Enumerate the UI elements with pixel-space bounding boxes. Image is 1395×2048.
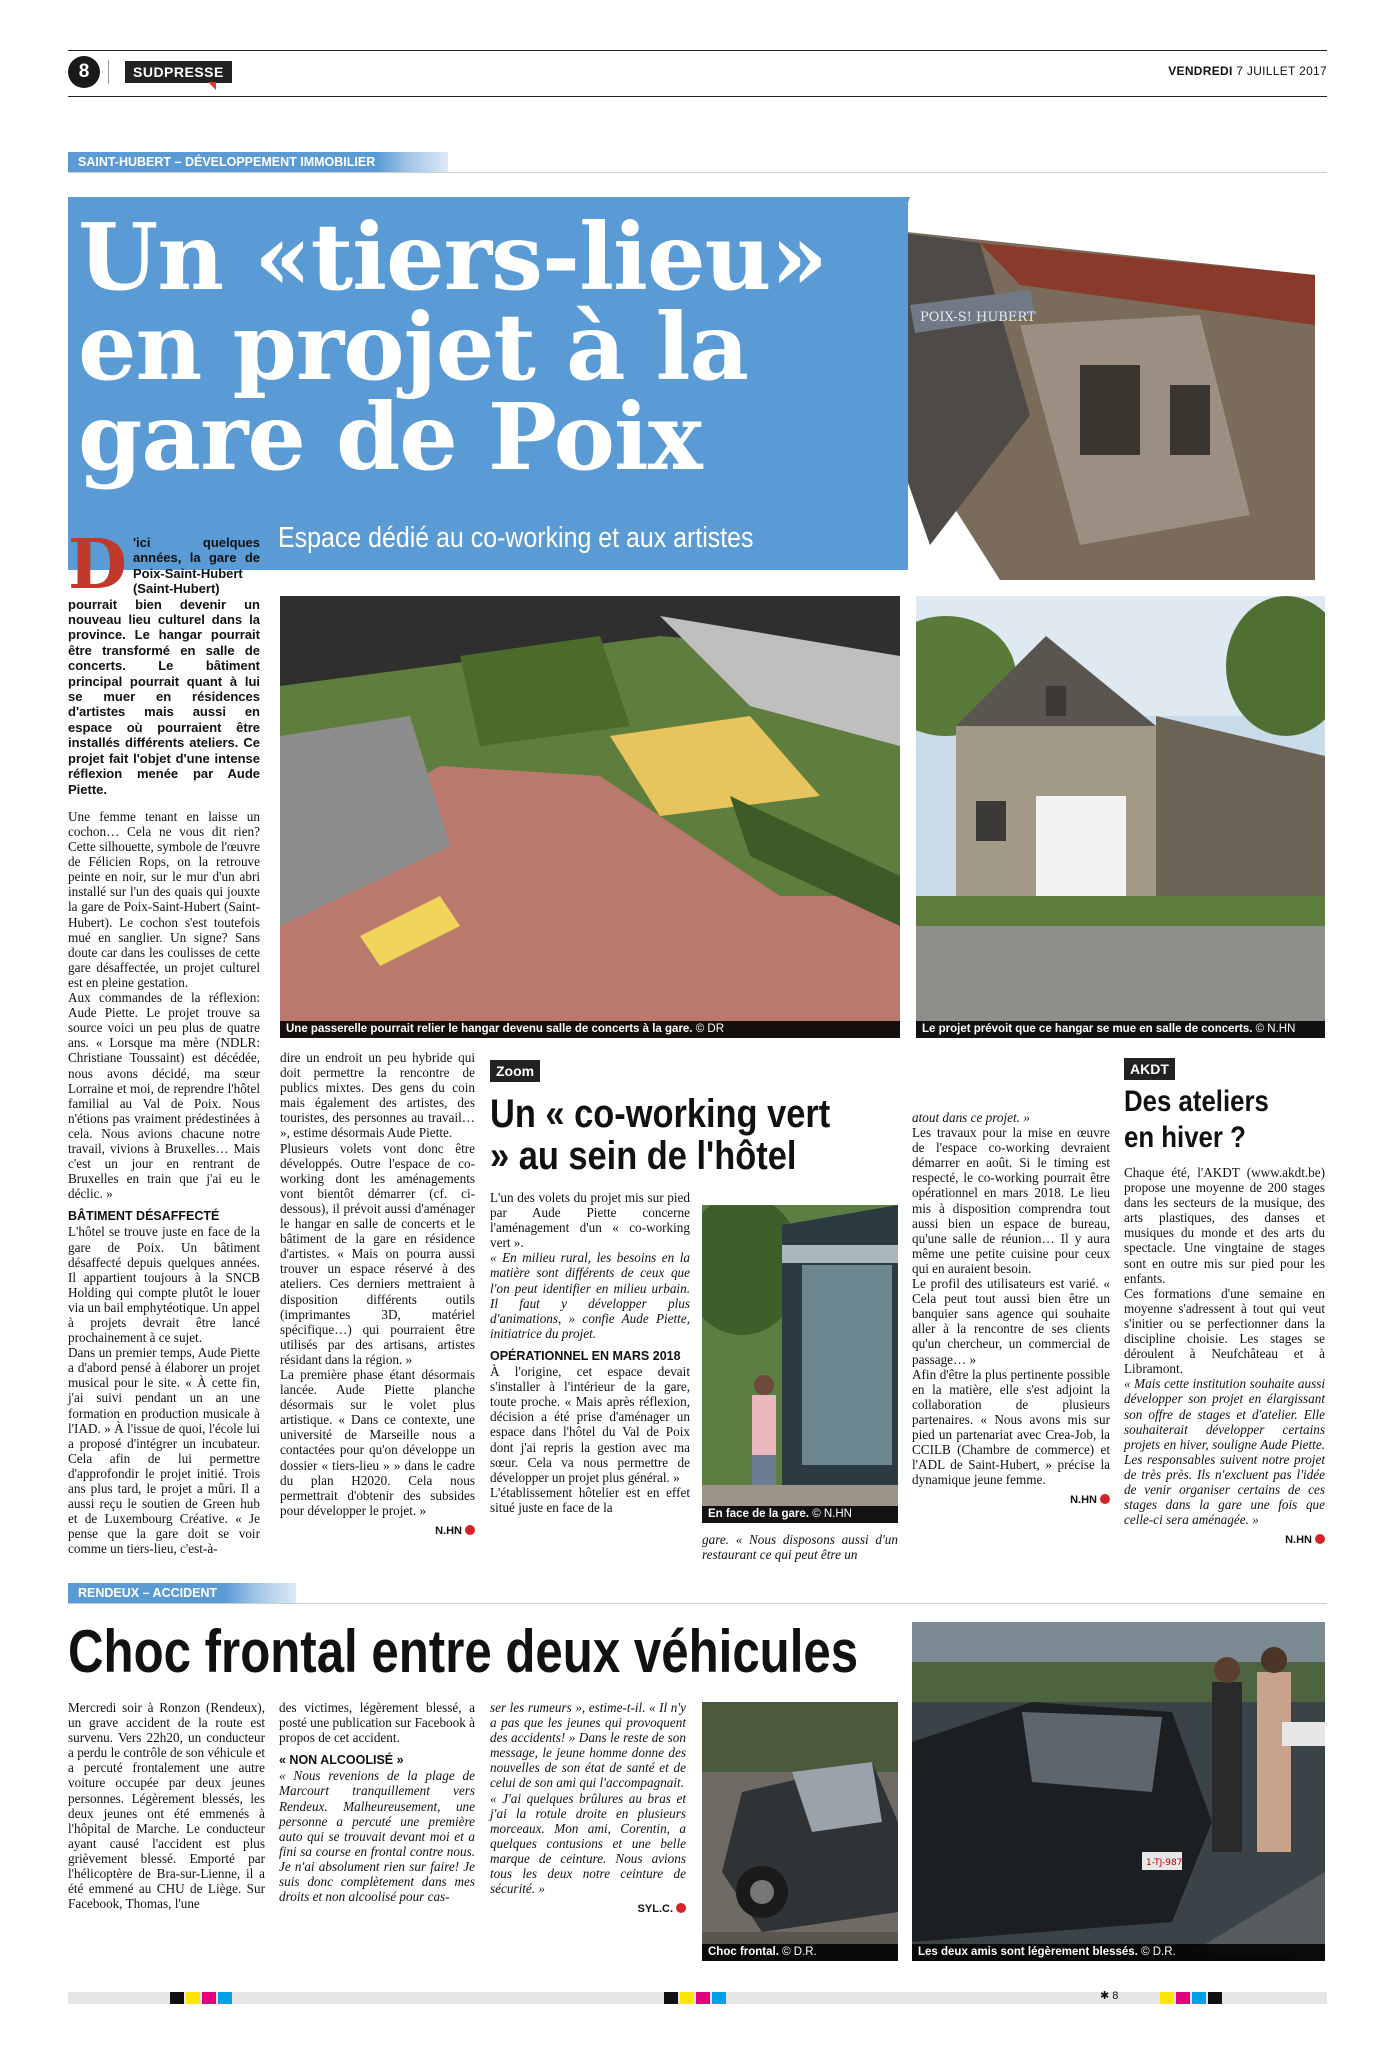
zoom-tag: Zoom xyxy=(490,1060,540,1082)
paragraph: L'hôtel se trouve juste en face de la gare de Poix. Un bâtiment désaffecté depuis quelques années. Il appartient toujours à la SNCB Holding qui compte plutôt le louer via un bail emphytéotique. Un appel à projets devrait être lancé prochainement à ce sujet. xyxy=(68,1224,260,1346)
zoom-headline: Un « co-working vert » au sein de l'hôtel xyxy=(490,1092,831,1178)
signature: N.HN xyxy=(912,1493,1110,1508)
paragraph: dire un endroit un peu hybride qui doit permettre la rencontre de publics mixtes. Des gens du coin mais également des artistes, des touristes, des personnes au travail… », estime désormais Aude Piette. xyxy=(280,1050,475,1141)
header-rule-top xyxy=(68,50,1327,51)
end-of-article-icon xyxy=(465,1525,475,1535)
registration-swatch xyxy=(170,1992,184,2004)
zoom-column-1 xyxy=(490,1190,690,1515)
registration-swatch xyxy=(1208,1992,1222,2004)
rubric-rule xyxy=(68,1603,1327,1604)
caption-credit: © D.R. xyxy=(1141,1946,1176,1958)
render-illustration xyxy=(280,596,900,1038)
article1-column-2 xyxy=(280,1050,475,1539)
paragraph: L'établissement hôtelier est en effet situé juste en face de la xyxy=(490,1484,690,1515)
paragraph: Ces formations d'une semaine en moyenne s'adressent à tout qui veut s'initier ou se perfectionner dans la discipline choisie. Les stages se déroulent à Neufchâteau et à Libramont. xyxy=(1124,1285,1325,1377)
paragraph: Le profil des utilisateurs est varié. « Cela peut tout aussi bien être un banquier sans agence qui souhaite aller à la rencontre de ses clients qu'un chercheur, un commercial de passage… » xyxy=(912,1276,1110,1367)
dateline xyxy=(1168,64,1327,78)
photo-caption xyxy=(702,1944,898,1961)
registration-swatch xyxy=(680,1992,694,2004)
article2-column-2 xyxy=(279,1700,475,1904)
paragraph: des victimes, légèrement blessé, a posté une publication sur Facebook à propos de cet accident. xyxy=(279,1700,475,1746)
article1-lead xyxy=(68,525,260,797)
paragraph: L'un des volets du projet mis sur pied par Aude Piette concerne l'aménagement d'un « co-working vert ». xyxy=(490,1190,690,1251)
signature: N.HN xyxy=(280,1524,475,1539)
signature: N.HN xyxy=(1124,1533,1325,1548)
rubric-rule xyxy=(68,172,1327,173)
dropcap: D xyxy=(68,525,127,605)
registration-swatch xyxy=(1160,1992,1174,2004)
zoom-column-2 xyxy=(912,1110,1110,1508)
crash-illustration-2 xyxy=(912,1622,1325,1961)
registration-swatch xyxy=(664,1992,678,2004)
registration-swatch xyxy=(218,1992,232,2004)
paragraph: « En milieu rural, les besoins en la matière sont différents de ceux que l'on peut identifier en milieu urbain. Il faut y développer plus d'animations, » confie Aude Piette, initiatrice du projet. xyxy=(490,1250,690,1341)
rubric-article1: SAINT-HUBERT – DÉVELOPPEMENT IMMOBILIER xyxy=(68,152,385,172)
paragraph: « Nous revenions de la plage de Marcourt tranquillement vers Rendeux. Malheureusement, une personne a percuté une première auto qui se trouvait devant moi et a fini sa course en frontal contre nous. Je n'ai absolument rien sur faire! Je suis donc complètement dans mes droits et non alcoolisé pour cas- xyxy=(279,1768,475,1905)
registration-swatch xyxy=(186,1992,200,2004)
rubric-fade xyxy=(378,152,448,172)
caption-text: Une passerelle pourrait relier le hangar devenu salle de concerts à la gare. xyxy=(286,1023,693,1035)
akdt-headline: Des ateliers en hiver ? xyxy=(1124,1085,1269,1154)
crash-photo-1 xyxy=(702,1702,898,1961)
photo-caption xyxy=(912,1944,1325,1961)
paragraph: ser les rumeurs », estime-t-il. « Il n'y a pas que les jeunes qui provoquent des accidents! » Dans le reste de son message, le jeune homme donne des nouvelles de son état de santé et de celui de son ami qui l'accompagnait. xyxy=(490,1700,686,1791)
photo-caption xyxy=(916,1021,1325,1038)
akdt-tag: AKDT xyxy=(1124,1058,1175,1080)
paragraph: La première phase étant désormais lancée. Aude Piette planche désormais sur le volet plus artistique. « Dans ce contexte, une université de Marseille nous a contactées pour qu'on développe un dossier « tiers-lieu » » dans le cadre du plan H2020. Cela nous permettrait d'obtenir des subsides pour développer le projet. » xyxy=(280,1366,475,1518)
paragraph: gare. « Nous disposons aussi d'un restaurant ce qui peut être un xyxy=(702,1532,898,1563)
license-plate: 1-TJ-987 xyxy=(1146,1858,1183,1868)
photo-caption xyxy=(702,1506,898,1523)
crash-illustration-1 xyxy=(702,1702,898,1961)
paragraph: Chaque été, l'AKDT (www.akdt.be) propose une moyenne de 200 stages dans les secteurs de la musique, des arts plastiques, des danses et musiques du monde et des arts du spectacle. Une vingtaine de stages sont en outre mis sur pied pour les enfants. xyxy=(1124,1165,1325,1286)
paragraph: « Mais cette institution souhaite aussi développer son projet en élargissant son offre de stages et d'atelier. Elle souhaiterait développer certains projets en hiver, souligne Aude Piette. Les responsables suivent notre projet de très près. Ils n'excluent pas l'idée de venir organiser certains de ces stages dans la gare une fois que celle-ci sera aménagée. » xyxy=(1124,1376,1325,1528)
hotel-illustration xyxy=(702,1205,898,1523)
caption-text: Choc frontal. xyxy=(708,1946,779,1958)
caption-text: En face de la gare. xyxy=(708,1508,809,1520)
page-number-badge: 8 xyxy=(68,56,100,88)
article1-headline: Un «tiers-lieu» en projet à la gare de Poix xyxy=(78,203,827,491)
date-text: 7 JUILLET 2017 xyxy=(1236,64,1327,78)
paragraph: Aux commandes de la réflexion: Aude Piette. Le projet trouve sa source voici un peu plus de quatre ans. « Lorsque ma mère (NDLR: Christiane Toussaint) est décédée, nous avons décidé, ma sœur Lorraine et moi, de reprendre l'hôtel familial au Val de Poix. Nous n'étions pas vraiment prédestinées à cela. Nous avions chacune notre travail, vivions à Bruxelles… Mais c'est un jour en rentrant de Bruxelles en train que j'ai eu le déclic. » xyxy=(68,990,260,1202)
paragraph: Une femme tenant en laisse un cochon… Cela ne vous dit rien? Cette silhouette, symbole de l'œuvre de Félicien Rops, on la retrouve peinte en noir, sur le mur d'un abri installé sur l'un des quais qui jouxte la gare de Poix-Saint-Hubert (Saint-Hubert). Le cochon s'est toutefois mué en sanglier. Un signe? Sans doute car dans les coulisses de cette gare désaffectée, un projet culturel est en pleine gestation. xyxy=(68,808,260,990)
paragraph: Afin d'être la plus pertinente possible en la matière, elle s'est adjoint la collaboration de plusieurs partenaires. « Nous avons mis sur pied un partenariat avec Crea-Job, la CCILB (Chambre de commerce) et l'ADL de Saint-Hubert, » précise la dynamique jeune femme. xyxy=(912,1366,1110,1488)
rubric-article2: RENDEUX – ACCIDENT xyxy=(68,1583,227,1603)
registration-swatch xyxy=(712,1992,726,2004)
photo-caption xyxy=(280,1021,900,1038)
registration-swatch xyxy=(1176,1992,1190,2004)
article2-column-1 xyxy=(68,1700,265,1911)
crash-photo-2 xyxy=(912,1622,1325,1961)
registration-swatch xyxy=(696,1992,710,2004)
caption-credit: © N.HN xyxy=(1255,1023,1296,1035)
article1-column-1 xyxy=(68,525,260,1557)
brand-logo: SUDPRESSE xyxy=(125,61,232,83)
end-of-article-icon xyxy=(1100,1494,1110,1504)
paragraph: « J'ai quelques brûlures au bras et j'ai la rotule droite en plusieurs morceaux. Mon ami, Corentin, a quelques contusions et une belle marque de ceinture. Nous avions tous les deux notre ceinture de sécurité. » xyxy=(490,1790,686,1897)
subheading: « NON ALCOOLISÉ » xyxy=(279,1753,404,1768)
station-sign-text: POIX-S! HUBERT xyxy=(920,310,1036,325)
header-divider xyxy=(108,60,109,84)
paragraph: Plusieurs volets vont donc être développés. Outre l'espace de co-working dont les aménagements vont bientôt démarrer (cf. ci-dessous), il prévoit aussi d'aménager le hangar en salle de concerts et le bâtiment de la gare en résidence d'artistes. « Mais on pourra aussi trouver un espace réservé à des ateliers. Ces derniers mettraient à disposition différents outils (imprimantes 3D, matériel spécifique…) qui pourraient être utilisés par des artisans, artistes résidant dans la région. » xyxy=(280,1140,475,1367)
caption-credit: © N.HN xyxy=(812,1508,852,1520)
header-rule-bottom xyxy=(68,96,1327,97)
article2-headline: Choc frontal entre deux véhicules xyxy=(68,1618,859,1685)
caption-text: Le projet prévoit que ce hangar se mue en salle de concerts. xyxy=(922,1023,1253,1035)
akdt-column xyxy=(1124,1165,1325,1548)
paragraph: Les travaux pour la mise en œuvre de l'espace co-working devraient démarrer en août. Si le timing est respecté, le co-working pourrait être opérationnel en mars 2018. Le lieu mis à disposition comprendra tout aussi bien un espace de bureau, qu'une salle de réunion… Il y aura même une petite cuisine pour ceux qui en auraient besoin. xyxy=(912,1125,1110,1276)
rubric-fade xyxy=(226,1583,296,1603)
render-photo xyxy=(280,596,900,1038)
hangar-photo xyxy=(916,596,1325,1038)
end-of-article-icon xyxy=(1315,1534,1325,1544)
subheading: OPÉRATIONNEL EN MARS 2018 xyxy=(490,1348,681,1363)
paragraph: atout dans ce projet. » xyxy=(912,1110,1030,1125)
subheading: BÂTIMENT DÉSAFFECTÉ xyxy=(68,1209,220,1224)
caption-credit: © D.R. xyxy=(782,1946,817,1958)
caption-credit: © DR xyxy=(695,1023,724,1035)
zoom-photo-below-text xyxy=(702,1532,898,1562)
caption-text: Les deux amis sont légèrement blessés. xyxy=(918,1946,1138,1958)
hotel-photo xyxy=(702,1205,898,1523)
brand-flag-icon xyxy=(208,82,216,90)
lead-text: 'ici quelques années, la gare de Poix-Saint-Hubert (Saint-Hubert) pourrait bien devenir un nouveau lieu culturel dans la province. Le hangar pourrait être transformé en salle de concerts. Le bâtiment principal pourrait quant à lui se muer en résidences d'artistes mais aussi en espace où pourraient être installés différents ateliers. Ce projet fait l'objet d'une intense réflexion menée par Aude Piette. xyxy=(68,535,260,797)
paragraph: À l'origine, cet espace devait s'installer à l'intérieur de la gare, toute proche. « Mais après réflexion, décision a été prise d'aménager un espace dans l'hôtel du Val de Poix dont j'ai repris la gestion avec ma sœur. Cela va nous permettre de développer un projet plus général. » xyxy=(490,1364,690,1485)
article2-column-3 xyxy=(490,1700,686,1917)
registration-swatch xyxy=(202,1992,216,2004)
footer-page-number-text: 8 xyxy=(1112,1990,1119,2002)
paragraph: Mercredi soir à Ronzon (Rendeux), un grave accident de la route est survenu. Vers 22h20, un conducteur a perdu le contrôle de son véhicule et a percuté frontalement une autre voiture occupée par deux jeunes personnes. Légèrement blessés, les deux jeunes ont été emmenés à l'hôpital de Marche. Le conducteur ayant causé l'accident est plus grièvement blessé. Emporté par l'hélicoptère de Bra-sur-Lienne, il a été emmené au CHU de Liège. Sur Facebook, Thomas, l'une xyxy=(68,1700,265,1912)
date-day: VENDREDI xyxy=(1168,64,1233,78)
signature: SYL.C. xyxy=(490,1902,686,1917)
registration-swatch xyxy=(1192,1992,1206,2004)
end-of-article-icon xyxy=(676,1903,686,1913)
article1-subhead: Espace dédié au co-working et aux artistes xyxy=(278,522,754,554)
footer-page-number: ✱ 8 xyxy=(1100,1990,1119,2002)
paragraph: Dans un premier temps, Aude Piette a d'abord pensé à élaborer un projet musical pour le site. « À cette fin, j'ai suivi pendant un an une formation en production musicale à l'IAD. » À l'issue de quoi, l'école lui a proposé d'intégrer un incubateur. Cela afin de lui permettre d'approfondir le projet initié. Trois ans plus tard, le projet a mûri. Il a aussi reçu le soutien de Green hub et de Luxembourg Créative. « Je pense que la gare doit se voir comme un tiers-lieu, c'est-à- xyxy=(68,1345,260,1557)
hangar-illustration xyxy=(916,596,1325,1038)
